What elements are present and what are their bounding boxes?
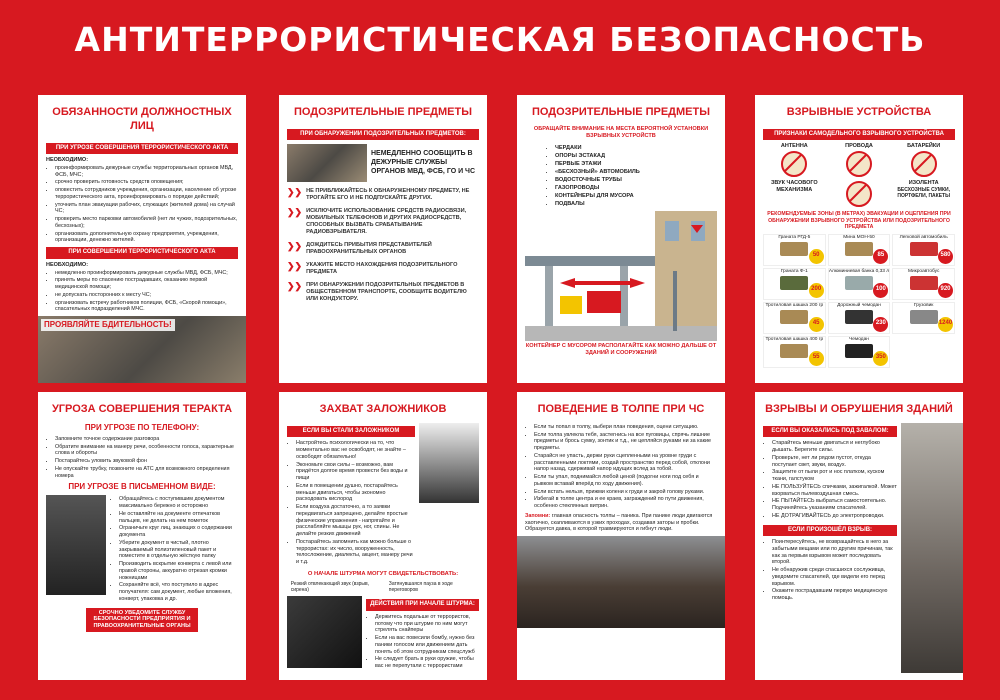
panel-official-duties [38, 95, 246, 383]
zone-label: Дорожный чемодан [837, 302, 881, 308]
zone-distance: 50 [809, 249, 824, 264]
battery-icon [911, 151, 937, 177]
sign-label: ПРОВОДА [845, 143, 873, 150]
list-item: • Защитите от пыли рот и нос платком, куском ткани, галстуком [772, 469, 897, 483]
zone-cell [763, 234, 826, 266]
sign-label: БЕСХОЗНЫЕ СУМКИ, ПОРТФЕЛИ, ПАКЕТЫ [897, 187, 950, 200]
list-item: • Держитесь подальше от террористов, потому что при штурме по ним могут стрелять снайперы [375, 614, 479, 634]
list-item: • организовать встречу работников полиции, ФСБ, «Скорой помощи», спасательных подразделений МЧС. [55, 300, 238, 314]
panel-heading: ЗАХВАТ ЗАЛОЖНИКОВ [319, 403, 447, 415]
zone-cell [892, 302, 955, 334]
can-icon [845, 276, 873, 290]
list-item: • НЕ ПОЛЬЗУЙТЕСЬ спичками, зажигалкой. Может взорваться пылевоздушная смесь. [772, 484, 897, 498]
list-item: • Сохраняйте всё, что поступило в адрес получателя: сам документ, любые вложения, конверт, упаковка и др. [119, 582, 238, 602]
section-bar: ПРИ УГРОЗЕ СОВЕРШЕНИЯ ТЕРРОРИСТИЧЕСКОГО АКТА [46, 143, 238, 155]
building-illustration [525, 211, 717, 341]
panic-note [525, 513, 717, 533]
arrow-icon: ❯❯ [287, 241, 303, 252]
arrow-icon: ❯❯ [287, 207, 303, 218]
arrow-icon: ❯❯ [287, 281, 303, 292]
truck-icon [910, 310, 938, 324]
list-item: • принять меры по спасению пострадавших, оказанию первой медицинской помощи; [55, 277, 238, 291]
list-item: • Окажите пострадавшим первую медицинскую помощь. [772, 588, 897, 602]
zone-label: Грузовик [913, 302, 934, 308]
list-item: • Если ты упал, поднимайся любой ценой (подогни ноги под себя и рывком вставай вперёд по ходу движения). [534, 474, 717, 488]
list-item: • ЧЕРДАКИ [555, 145, 640, 152]
panel-hostage-taking [279, 392, 487, 680]
storm-sign: Резкий отвлекающий звук (взрыв, сирена) [290, 580, 370, 594]
zone-distance: 580 [938, 249, 953, 264]
list-item: • Избегай в толпе центра и ее краев, заграждений по пути движения, особенно стеклянных витрин. [534, 496, 717, 510]
panel-heading: ПОДОЗРИТЕЛЬНЫЕ ПРЕДМЕТЫ [293, 106, 473, 118]
panel-explosive-devices [755, 95, 963, 383]
list-item: • НЕ ПЫТАЙТЕСЬ выбраться самостоятельно. Подчиняйтесь указаниям спасателей. [772, 498, 897, 512]
zone-cell [763, 336, 826, 368]
collapsed-building-photo [901, 423, 963, 673]
clock-icon [846, 181, 872, 207]
zone-label: Алюминиевая банка 0,33 л [828, 268, 890, 274]
zone-label: Чемодан [849, 336, 869, 342]
zone-cell [828, 268, 891, 300]
container-note: КОНТЕЙНЕР С МУСОРОМ РАСПОЛАГАЙТЕ КАК МОЖНО ДАЛЬШЕ ОТ ЗДАНИЙ И СООРУЖЕНИЙ [525, 342, 717, 356]
list-item: • немедленно проинформировать дежурные службы МВД, ФСБ, МЧС; [55, 270, 238, 277]
list-item: • срочно проверить готовность средств оповещения; [55, 179, 238, 186]
attention-note: ОБРАЩАЙТЕ ВНИМАНИЕ НА МЕСТА ВЕРОЯТНОЙ УСТАНОВКИ ВЗРЫВНЫХ УСТРОЙСТВ [533, 125, 709, 139]
section-bar: ПРИ ОБНАРУЖЕНИИ ПОДОЗРИТЕЛЬНЫХ ПРЕДМЕТОВ: [287, 129, 479, 141]
list-item: • НЕ ДОТРАГИВАЙТЕСЬ до электропроводки. [772, 513, 897, 520]
section-bar: ПРИЗНАКИ САМОДЕЛЬНОГО ВЗРЫВНОГО УСТРОЙСТВА [763, 129, 955, 141]
phone-threat-title: ПРИ УГРОЗЕ ПО ТЕЛЕФОНУ: [84, 422, 200, 432]
zone-cell [828, 234, 891, 266]
tnt-icon [780, 310, 808, 324]
list-item: • ОПОРЫ ЭСТАКАД [555, 153, 640, 160]
list-item: • Поинтересуйтесь, не возвращайтесь в него за забытыми вещами или по другим причинам, так как за первым взрывом может последовать второй. [772, 539, 897, 566]
panel-heading: ВЗРЫВНЫЕ УСТРОЙСТВА [786, 106, 932, 118]
list-item: • не допускать посторонних к месту ЧС; [55, 292, 238, 299]
panel-suspicious-items-1 [279, 95, 487, 383]
zone-distance: 1240 [938, 317, 953, 332]
list-item: • Производить вскрытие конверта с левой или правой стороны, аккуратно отрезая кромки ножницами [119, 561, 238, 581]
list-item: • уточнить план эвакуации рабочих, служащих (жителей дома) на случай ЧС; [55, 202, 238, 216]
list-item: • Если воздуха достаточно, а то заявки передвигаться запрещено, делайте простые физические упражнения - напрягайте и расслабляйте мышцы рук, ног, спины. Не делайте резких движений [296, 504, 415, 538]
panel-heading: ВЗРЫВЫ И ОБРУШЕНИЯ ЗДАНИЙ [765, 403, 953, 415]
zone-distance: 85 [873, 249, 888, 264]
section-bar: ЕСЛИ ПРОИЗОШЁЛ ВЗРЫВ: [763, 525, 897, 537]
section-bar: ДЕЙСТВИЯ ПРИ НАЧАЛЕ ШТУРМА: [366, 599, 479, 611]
list-item: • Не опускайте трубку, позвоните на АТС для возможного определения номера [55, 466, 238, 480]
panel-heading: ПОВЕДЕНИЕ В ТОЛПЕ ПРИ ЧС [537, 403, 705, 415]
zone-label: Тротиловая шашка 200 гр [765, 302, 824, 308]
section-bar: ЕСЛИ ВЫ ОКАЗАЛИСЬ ПОД ЗАВАЛОМ: [763, 426, 897, 438]
zone-label: Микроавтобус [907, 268, 940, 274]
list-item: • Постарайтесь запомнить как можно больше о террористах: их число, вооруженность, телосложение, диалекты, акцент, манеру речи и т.д. [296, 539, 415, 566]
zone-distance: 920 [938, 283, 953, 298]
masked-man-photo [46, 495, 106, 595]
zone-cell [763, 302, 826, 334]
list-item: • ПЕРВЫЕ ЭТАЖИ [555, 161, 640, 168]
suitcase-icon [845, 344, 873, 358]
evacuation-zones [763, 234, 955, 368]
letter-threat-title: ПРИ УГРОЗЕ В ПИСЬМЕННОМ ВИДЕ: [68, 482, 216, 492]
zone-distance: 230 [873, 317, 888, 332]
list-item: • проинформировать дежурные службы территориальных органов МВД, ФСБ, МЧС; [55, 165, 238, 179]
vigilance-label: ПРОЯВЛЯЙТЕ БДИТЕЛЬНОСТЬ! [41, 319, 175, 331]
rubble-list [763, 440, 897, 519]
panel-heading: ОБЯЗАННОСТИ ДОЛЖНОСТНЫХ ЛИЦ [52, 106, 232, 132]
storm-actions-list [366, 614, 479, 670]
list-item: • Старайся не упасть, держи руки сцепленными на уровне груди с расставленными локтями, создай пространство перед собой, отклони напор назад, сдерживай напор идущих вслед за тобой. [534, 453, 717, 473]
zone-distance: 55 [809, 351, 824, 366]
list-item: • Обратите внимание на манеру речи, особенности голоса, характерные слова и обороты [55, 444, 238, 458]
instruction-text: НЕ ПРИБЛИЖАЙТЕСЬ К ОБНАРУЖЕННОМУ ПРЕДМЕТУ, НЕ ТРОГАЙТЕ ЕГО И НЕ ПОДПУСКАЙТЕ ДРУГИХ. [306, 188, 470, 202]
arrow-icon: ❯❯ [287, 261, 303, 272]
sign-label: БАТАРЕЙКИ [907, 143, 941, 150]
list-item: • ВОДОСТОЧНЫЕ ТРУБЫ [555, 177, 640, 184]
panel-suspicious-items-2 [517, 95, 725, 383]
list-item: • проверить место парковки автомобилей (нет ли чужих, подозрительных, бесхозных); [55, 216, 238, 230]
instruction-text: ДОЖДИТЕСЬ ПРИБЫТИЯ ПРЕДСТАВИТЕЛЕЙ ПРАВООХРАНИТЕЛЬНЫХ ОРГАНОВ [306, 242, 432, 256]
minibus-icon [910, 276, 938, 290]
antenna-icon [781, 151, 807, 177]
zone-cell [828, 336, 891, 368]
panel-crowd-behavior [517, 392, 725, 680]
zone-label: Граната РГД-5 [778, 234, 811, 240]
duty-list [46, 165, 238, 244]
list-item: • Если в помещении душно, постарайтесь меньше двигаться, чтобы экономно расходовать кислород [296, 483, 415, 503]
section-bar: ЕСЛИ ВЫ СТАЛИ ЗАЛОЖНИКОМ [287, 426, 415, 438]
suitcase-icon [845, 310, 873, 324]
panel-heading: ПОДОЗРИТЕЛЬНЫЕ ПРЕДМЕТЫ [531, 106, 711, 118]
list-item: • Уберите документ в чистый, плотно закрываемый полиэтиленовый пакет и поместите в отдельную жёсткую папку [119, 540, 238, 560]
list-item: • Постарайтесь уловить звуковой фон [55, 458, 238, 465]
list-item: • «БЕСХОЗНЫЙ» АВТОМОБИЛЬ [555, 169, 640, 176]
zone-distance: 200 [809, 283, 824, 298]
list-item: • Настройтесь психологически на то, что моментально вас не освободят, не знайте – освободят обязательно! [296, 440, 415, 460]
list-item: • Экономьте свои силы – возможно, вам придётся долгое время провести без воды и пищи [296, 462, 415, 482]
instruction-text: ИСКЛЮЧИТЕ ИСПОЛЬЗОВАНИЕ СРЕДСТВ РАДИОСВЯЗИ, МОБИЛЬНЫХ ТЕЛЕФОНОВ И ДРУГИХ РАДИОСРЕДСТВ, СПОСОБНЫХ ВЫЗВАТЬ СРАБАТЫВАНИЕ РАДИОВЗРЫВАТЕЛЯ. [306, 208, 467, 236]
phone-list [46, 436, 238, 480]
page-title: АНТИТЕРРОРИСТИЧЕСКАЯ БЕЗОПАСНОСТЬ [74, 20, 926, 59]
section-bar: ПРИ СОВЕРШЕНИИ ТЕРРОРИСТИЧЕСКОГО АКТА [46, 247, 238, 259]
crowd-photo [517, 536, 725, 628]
list-item: • Не обнаружив среди спасшихся сослуживца, уведомите спасателей, где видели его перед взрывом. [772, 567, 897, 587]
zone-distance: 100 [873, 283, 888, 298]
storm-sign: Затянувшаяся пауза в ходе переговоров [388, 580, 453, 594]
zone-cell [892, 234, 955, 266]
sign-label: АНТЕННА [780, 143, 808, 150]
list-item: • Если толпа увлекла тебя, застегнись на все пуговицы, спрячь лишние предметы и брось сумку, зонтик и т.д., не цепляйся руками ни за какие предметы. [534, 432, 717, 452]
list-item: • Если ты попал в толпу, выбери план поведения, оцени ситуацию. [534, 424, 717, 431]
hostage-photo [419, 423, 479, 503]
mine-icon [845, 242, 873, 256]
phone-photo [287, 144, 367, 182]
car-icon [910, 242, 938, 256]
panel-heading: УГРОЗА СОВЕРШЕНИЯ ТЕРАКТА [51, 403, 233, 415]
duty-list [46, 270, 238, 314]
letter-list [110, 495, 238, 603]
list-item: • Ограничьте круг лиц, знающих о содержании документа [119, 525, 238, 539]
zone-label: Граната Ф-1 [780, 268, 808, 274]
zone-cell [763, 268, 826, 300]
sign-label: ЗВУК ЧАСОВОГО МЕХАНИЗМА [770, 180, 818, 193]
list-item: • Не следует брать в руки оружие, чтобы вас не перепутали с террористами [375, 656, 479, 670]
zone-distance: 350 [873, 351, 888, 366]
panel-building-collapse [755, 392, 963, 680]
list-item: • Запомните точное содержание разговора [55, 436, 238, 443]
crowd-list [525, 424, 717, 510]
list-item: • Если встать нельзя, прижми колени к груди и закрой голову руками. [534, 489, 717, 496]
list-item: • Старайтесь меньше двигаться и неглубоко дышать. Берегите силы. [772, 440, 897, 454]
instruction-text: ПРИ ОБНАРУЖЕНИИ ПОДОЗРИТЕЛЬНЫХ ПРЕДМЕТОВ В ОБЩЕСТВЕННОМ ТРАНСПОРТЕ, СООБЩИТЕ ВОДИТЕЛЮ ИЛИ КОНДУКТОРУ. [306, 282, 467, 303]
places-list [525, 144, 640, 209]
hostage-list [287, 440, 415, 566]
list-item: • ПОДВАЛЫ [555, 201, 640, 208]
grenade-icon [780, 242, 808, 256]
zone-distance: 45 [809, 317, 824, 332]
warehouse-photo [38, 316, 246, 383]
wires-icon [846, 151, 872, 177]
zones-title: РЕКОМЕНДУЕМЫЕ ЗОНЫ (В МЕТРАХ) ЭВАКУАЦИИ И ОЦЕПЛЕНИЯ ПРИ ОБНАРУЖЕНИИ ВЗРЫВНОГО УСТРОЙСТВА ИЛИ ПОДОЗРИТЕЛЬНОГО ПРЕДМЕТА [767, 211, 951, 231]
explosion-list [763, 539, 897, 602]
report-text: НЕМЕДЛЕННО СООБЩИТЬ В ДЕЖУРНЫЕ СЛУЖБЫ ОРГАНОВ МВД, ФСБ, ГО И ЧС [371, 150, 476, 175]
note-text: главная опасность толпы – паника. При панике люди двигаются хаотично, скапливаются в узких проходах, создавая заторы и пробки. Образуется давка, в которой травмируются и гибнут люди. [525, 512, 713, 533]
list-item: • оповестить сотрудников учреждения, организации, население об угрозе террористического акта, проинформировать о порядке действий; [55, 187, 238, 201]
need-label: НЕОБХОДИМО: [46, 157, 89, 163]
list-item: • ГАЗОПРОВОДЫ [555, 185, 640, 192]
grenade-icon [780, 276, 808, 290]
zone-label: Мина МОН-50 [843, 234, 875, 240]
notify-bar: СРОЧНО УВЕДОМИТЕ СЛУЖБУ БЕЗОПАСНОСТИ ПРЕДПРИЯТИЯ И ПРАВООХРАНИТЕЛЬНЫЕ ОРГАНЫ [86, 608, 198, 633]
tnt-icon [780, 344, 808, 358]
list-item: • КОНТЕЙНЕРЫ ДЛЯ МУСОРА [555, 193, 640, 200]
zone-label: Легковой автомобиль [899, 234, 948, 240]
storm-signs-title: О НАЧАЛЕ ШТУРМА МОГУТ СВИДЕТЕЛЬСТВОВАТЬ: [307, 570, 459, 577]
arrow-icon: ❯❯ [287, 187, 303, 198]
zone-cell [892, 268, 955, 300]
list-item: • Если на вас повесили бомбу, нужно без паники голосом или движением дать понять об этом сотрудникам спецслужб [375, 635, 479, 655]
special-forces-photo [287, 596, 362, 668]
list-item: • организовать дополнительную охрану предприятия, учреждения, организации, денежно жителей. [55, 231, 238, 245]
need-label: НЕОБХОДИМО: [46, 261, 89, 268]
list-item: • Не оставляйте на документе отпечатков пальцев, не делать на нем пометок [119, 511, 238, 525]
zone-label: Тротиловая шашка 400 гр [765, 336, 824, 342]
list-item: • Проверьте, нет ли рядом пустот, откуда поступает свет, звуки, воздух. [772, 455, 897, 469]
zone-cell [828, 302, 891, 334]
list-item: • Обращайтесь с поступившим документом максимально бережно и осторожно [119, 496, 238, 510]
panel-terror-threat [38, 392, 246, 680]
note-lead: Запомни: [525, 512, 551, 519]
sign-label: ИЗОЛЕНТА [908, 180, 939, 187]
instruction-text: УКАЖИТЕ МЕСТО НАХОЖДЕНИЯ ПОДОЗРИТЕЛЬНОГО ПРЕДМЕТА [306, 262, 458, 276]
